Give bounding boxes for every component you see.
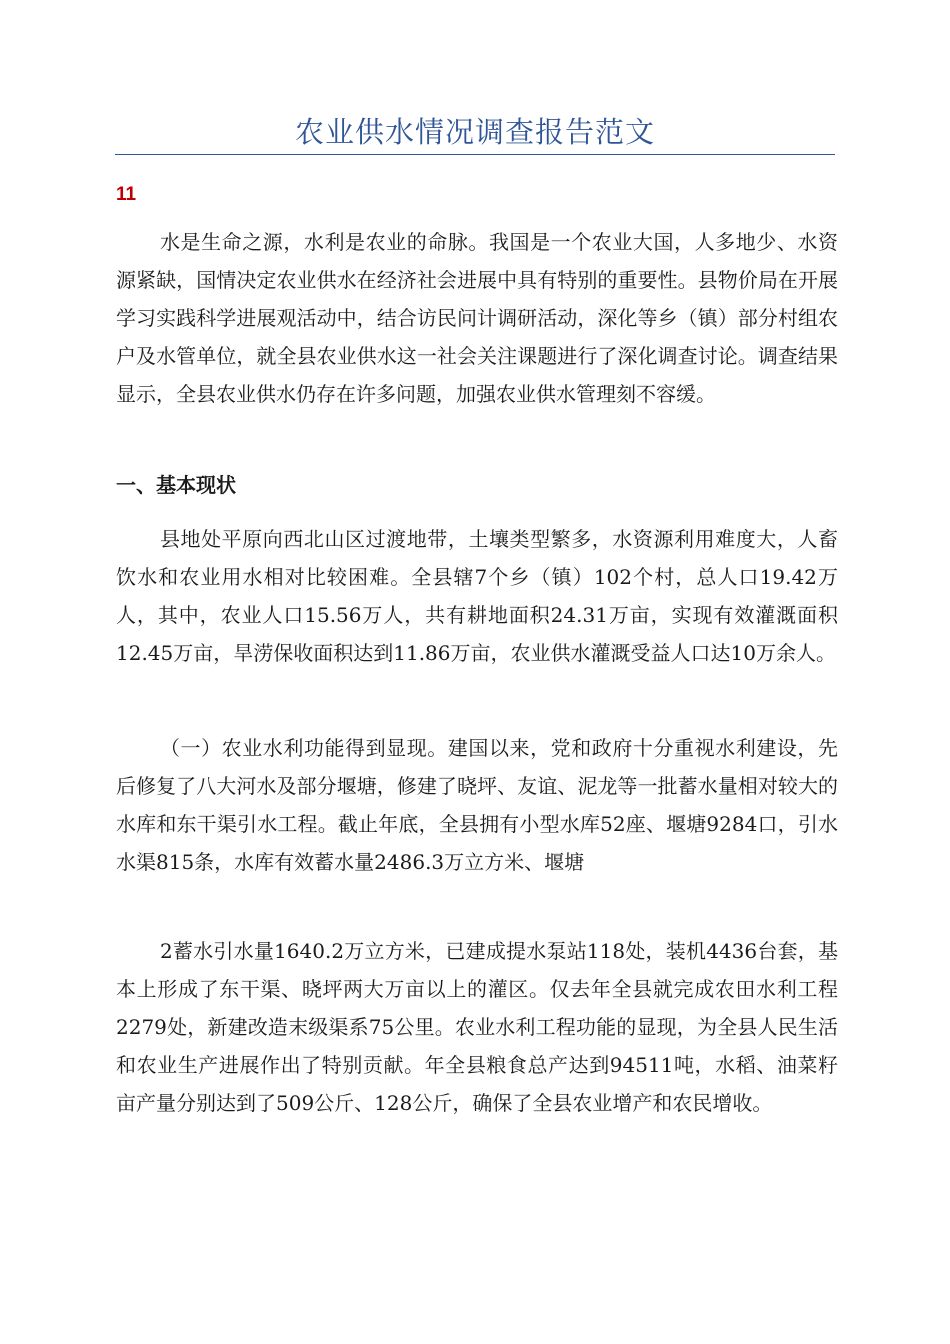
document-title: 农业供水情况调查报告范文 (294, 115, 655, 149)
body-paragraph-1: 县地处平原向西北山区过渡地带，土壤类型繁多，水资源利用难度大，人畜饮水和农业用水相对比较困难。全县辖7个乡（镇）102个村，总人口19.42万人，其中，农业人口15.56万人，共有耕地面积24.31万亩，实现有效灌溉面积12.45万亩，旱涝保收面积达到11.86万亩，农业供水灌溉受益人口达10万余人。 (116, 527, 838, 665)
body-paragraph-3: 2蓄水引水量1640.2万立方米，已建成提水泵站118处，装机4436台套，基本上形成了东干渠、晓坪两大万亩以上的灌区。仅去年全县就完成农田水利工程2279处，新建改造末级渠系75公里。农业水利工程功能的显现，为全县人民生活和农业生产进展作出了特别贡献。年全县粮食总产达到94511吨，水稻、油菜籽亩产量分别达到了509公斤、128公斤，确保了全县农业增产和农民增收。 (116, 939, 838, 1115)
section-heading: 一、基本现状 (116, 473, 236, 497)
document-number: 11 (116, 184, 137, 205)
body-paragraph-2: （一）农业水利功能得到显现。建国以来，党和政府十分重视水利建设，先后修复了八大河水及部分堰塘，修建了晓坪、友谊、泥龙等一批蓄水量相对较大的水库和东干渠引水工程。截止年底，全县拥有小型水库52座、堰塘9284口，引水水渠815条，水库有效蓄水量2486.3万立方米、堰塘 (116, 736, 838, 874)
intro-paragraph: 水是生命之源，水利是农业的命脉。我国是一个农业大国，人多地少、水资源紧缺，国情决定农业供水在经济社会进展中具有特别的重要性。县物价局在开展学习实践科学进展观活动中，结合访民问计调研活动，深化等乡（镇）部分村组农户及水管单位，就全县农业供水这一社会关注课题进行了深化调查讨论。调查结果显示，全县农业供水仍存在许多问题，加强农业供水管理刻不容缓。 (116, 230, 838, 406)
title-underline (115, 154, 835, 155)
